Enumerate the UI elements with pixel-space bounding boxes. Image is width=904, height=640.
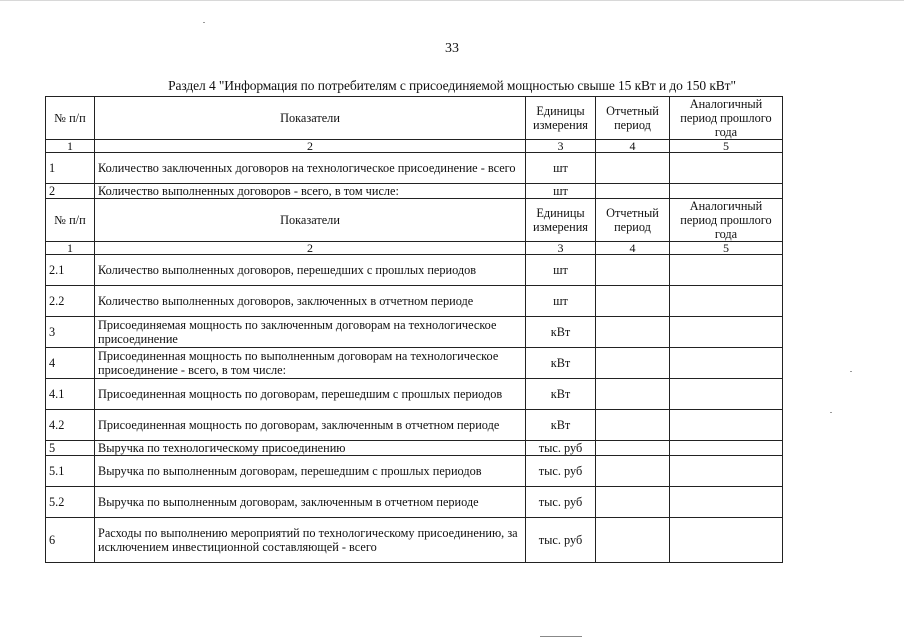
index-cell: 2 [95, 242, 526, 255]
index-cell: 5 [670, 242, 783, 255]
header-units: Единицы измерения [526, 199, 596, 242]
table-header-row-repeat [46, 199, 783, 242]
index-cell: 3 [526, 140, 596, 153]
row-previous-value [670, 441, 783, 456]
row-previous-value [670, 487, 783, 518]
row-previous-value [670, 456, 783, 487]
index-cell: 1 [46, 140, 95, 153]
row-label: Количество выполненных договоров - всего, в том числе: [95, 184, 526, 199]
row-label: Количество заключенных договоров на технологическое присоединение - всего [95, 153, 526, 184]
row-unit: тыс. руб [526, 487, 596, 518]
row-number: 4.2 [46, 410, 95, 441]
row-previous-value [670, 379, 783, 410]
row-label: Выручка по выполненным договорам, перешедшим с прошлых периодов [95, 456, 526, 487]
row-label: Выручка по выполненным договорам, заключенным в отчетном периоде [95, 487, 526, 518]
index-cell: 1 [46, 242, 95, 255]
row-number: 2.1 [46, 255, 95, 286]
row-previous-value [670, 410, 783, 441]
index-cell: 4 [596, 242, 670, 255]
scan-speck [203, 22, 205, 23]
index-cell: 3 [526, 242, 596, 255]
row-number: 3 [46, 317, 95, 348]
row-unit: шт [526, 255, 596, 286]
row-unit: кВт [526, 348, 596, 379]
row-number: 1 [46, 153, 95, 184]
table-row [46, 487, 783, 518]
row-current-value [596, 379, 670, 410]
index-cell: 5 [670, 140, 783, 153]
row-number: 4 [46, 348, 95, 379]
row-current-value [596, 487, 670, 518]
row-current-value [596, 255, 670, 286]
table-row [46, 286, 783, 317]
header-previous-period: Аналогичный период прошлого года [670, 199, 783, 242]
row-label: Количество выполненных договоров, перешедших с прошлых периодов [95, 255, 526, 286]
row-label: Присоединенная мощность по выполненным договорам на технологическое присоединение - всего, в том числе: [95, 348, 526, 379]
index-cell: 4 [596, 140, 670, 153]
row-unit: шт [526, 184, 596, 199]
row-current-value [596, 441, 670, 456]
table-header-row [46, 97, 783, 140]
scan-speck [830, 412, 832, 413]
row-current-value [596, 153, 670, 184]
row-unit: тыс. руб [526, 456, 596, 487]
row-unit: кВт [526, 379, 596, 410]
row-previous-value [670, 317, 783, 348]
row-label: Расходы по выполнению мероприятий по технологическому присоединению, за исключением инвестиционной составляющей - всего [95, 518, 526, 563]
row-previous-value [670, 518, 783, 563]
table-row [46, 184, 783, 199]
row-previous-value [670, 348, 783, 379]
row-number: 5.1 [46, 456, 95, 487]
page-top-edge [0, 0, 904, 1]
header-num: № п/п [46, 199, 95, 242]
row-label: Присоединенная мощность по договорам, заключенным в отчетном периоде [95, 410, 526, 441]
row-current-value [596, 317, 670, 348]
row-previous-value [670, 153, 783, 184]
header-indicators: Показатели [95, 199, 526, 242]
header-indicators: Показатели [95, 97, 526, 140]
row-previous-value [670, 286, 783, 317]
row-number: 2.2 [46, 286, 95, 317]
header-units: Единицы измерения [526, 97, 596, 140]
row-current-value [596, 456, 670, 487]
table-row [46, 518, 783, 563]
table-row [46, 456, 783, 487]
header-current-period: Отчетный период [596, 97, 670, 140]
row-number: 2 [46, 184, 95, 199]
column-index-row-repeat [46, 242, 783, 255]
row-current-value [596, 184, 670, 199]
row-previous-value [670, 184, 783, 199]
row-number: 5 [46, 441, 95, 456]
section-title: Раздел 4 "Информация по потребителям с присоединяемой мощностью свыше 15 кВт и до 150 кВт" [168, 78, 736, 93]
row-number: 4.1 [46, 379, 95, 410]
row-unit: шт [526, 286, 596, 317]
row-label: Присоединяемая мощность по заключенным договорам на технологическое присоединение [95, 317, 526, 348]
row-unit: кВт [526, 410, 596, 441]
row-number: 5.2 [46, 487, 95, 518]
row-label: Количество выполненных договоров, заключенных в отчетном периоде [95, 286, 526, 317]
consumers-info-table [45, 96, 783, 563]
page-number: 33 [445, 41, 459, 56]
row-label: Присоединенная мощность по договорам, перешедшим с прошлых периодов [95, 379, 526, 410]
table-row [46, 348, 783, 379]
table-row [46, 441, 783, 456]
row-current-value [596, 348, 670, 379]
row-number: 6 [46, 518, 95, 563]
row-unit: тыс. руб [526, 441, 596, 456]
row-current-value [596, 518, 670, 563]
row-current-value [596, 286, 670, 317]
header-num: № п/п [46, 97, 95, 140]
table-row [46, 410, 783, 441]
index-cell: 2 [95, 140, 526, 153]
row-unit: кВт [526, 317, 596, 348]
row-previous-value [670, 255, 783, 286]
header-current-period: Отчетный период [596, 199, 670, 242]
table-row [46, 379, 783, 410]
header-previous-period: Аналогичный период прошлого года [670, 97, 783, 140]
table-row [46, 317, 783, 348]
table-row [46, 153, 783, 184]
row-unit: шт [526, 153, 596, 184]
scan-speck [850, 371, 852, 372]
row-unit: тыс. руб [526, 518, 596, 563]
column-index-row [46, 140, 783, 153]
table-row [46, 255, 783, 286]
row-label: Выручка по технологическому присоединению [95, 441, 526, 456]
scan-mark [540, 636, 582, 637]
row-current-value [596, 410, 670, 441]
